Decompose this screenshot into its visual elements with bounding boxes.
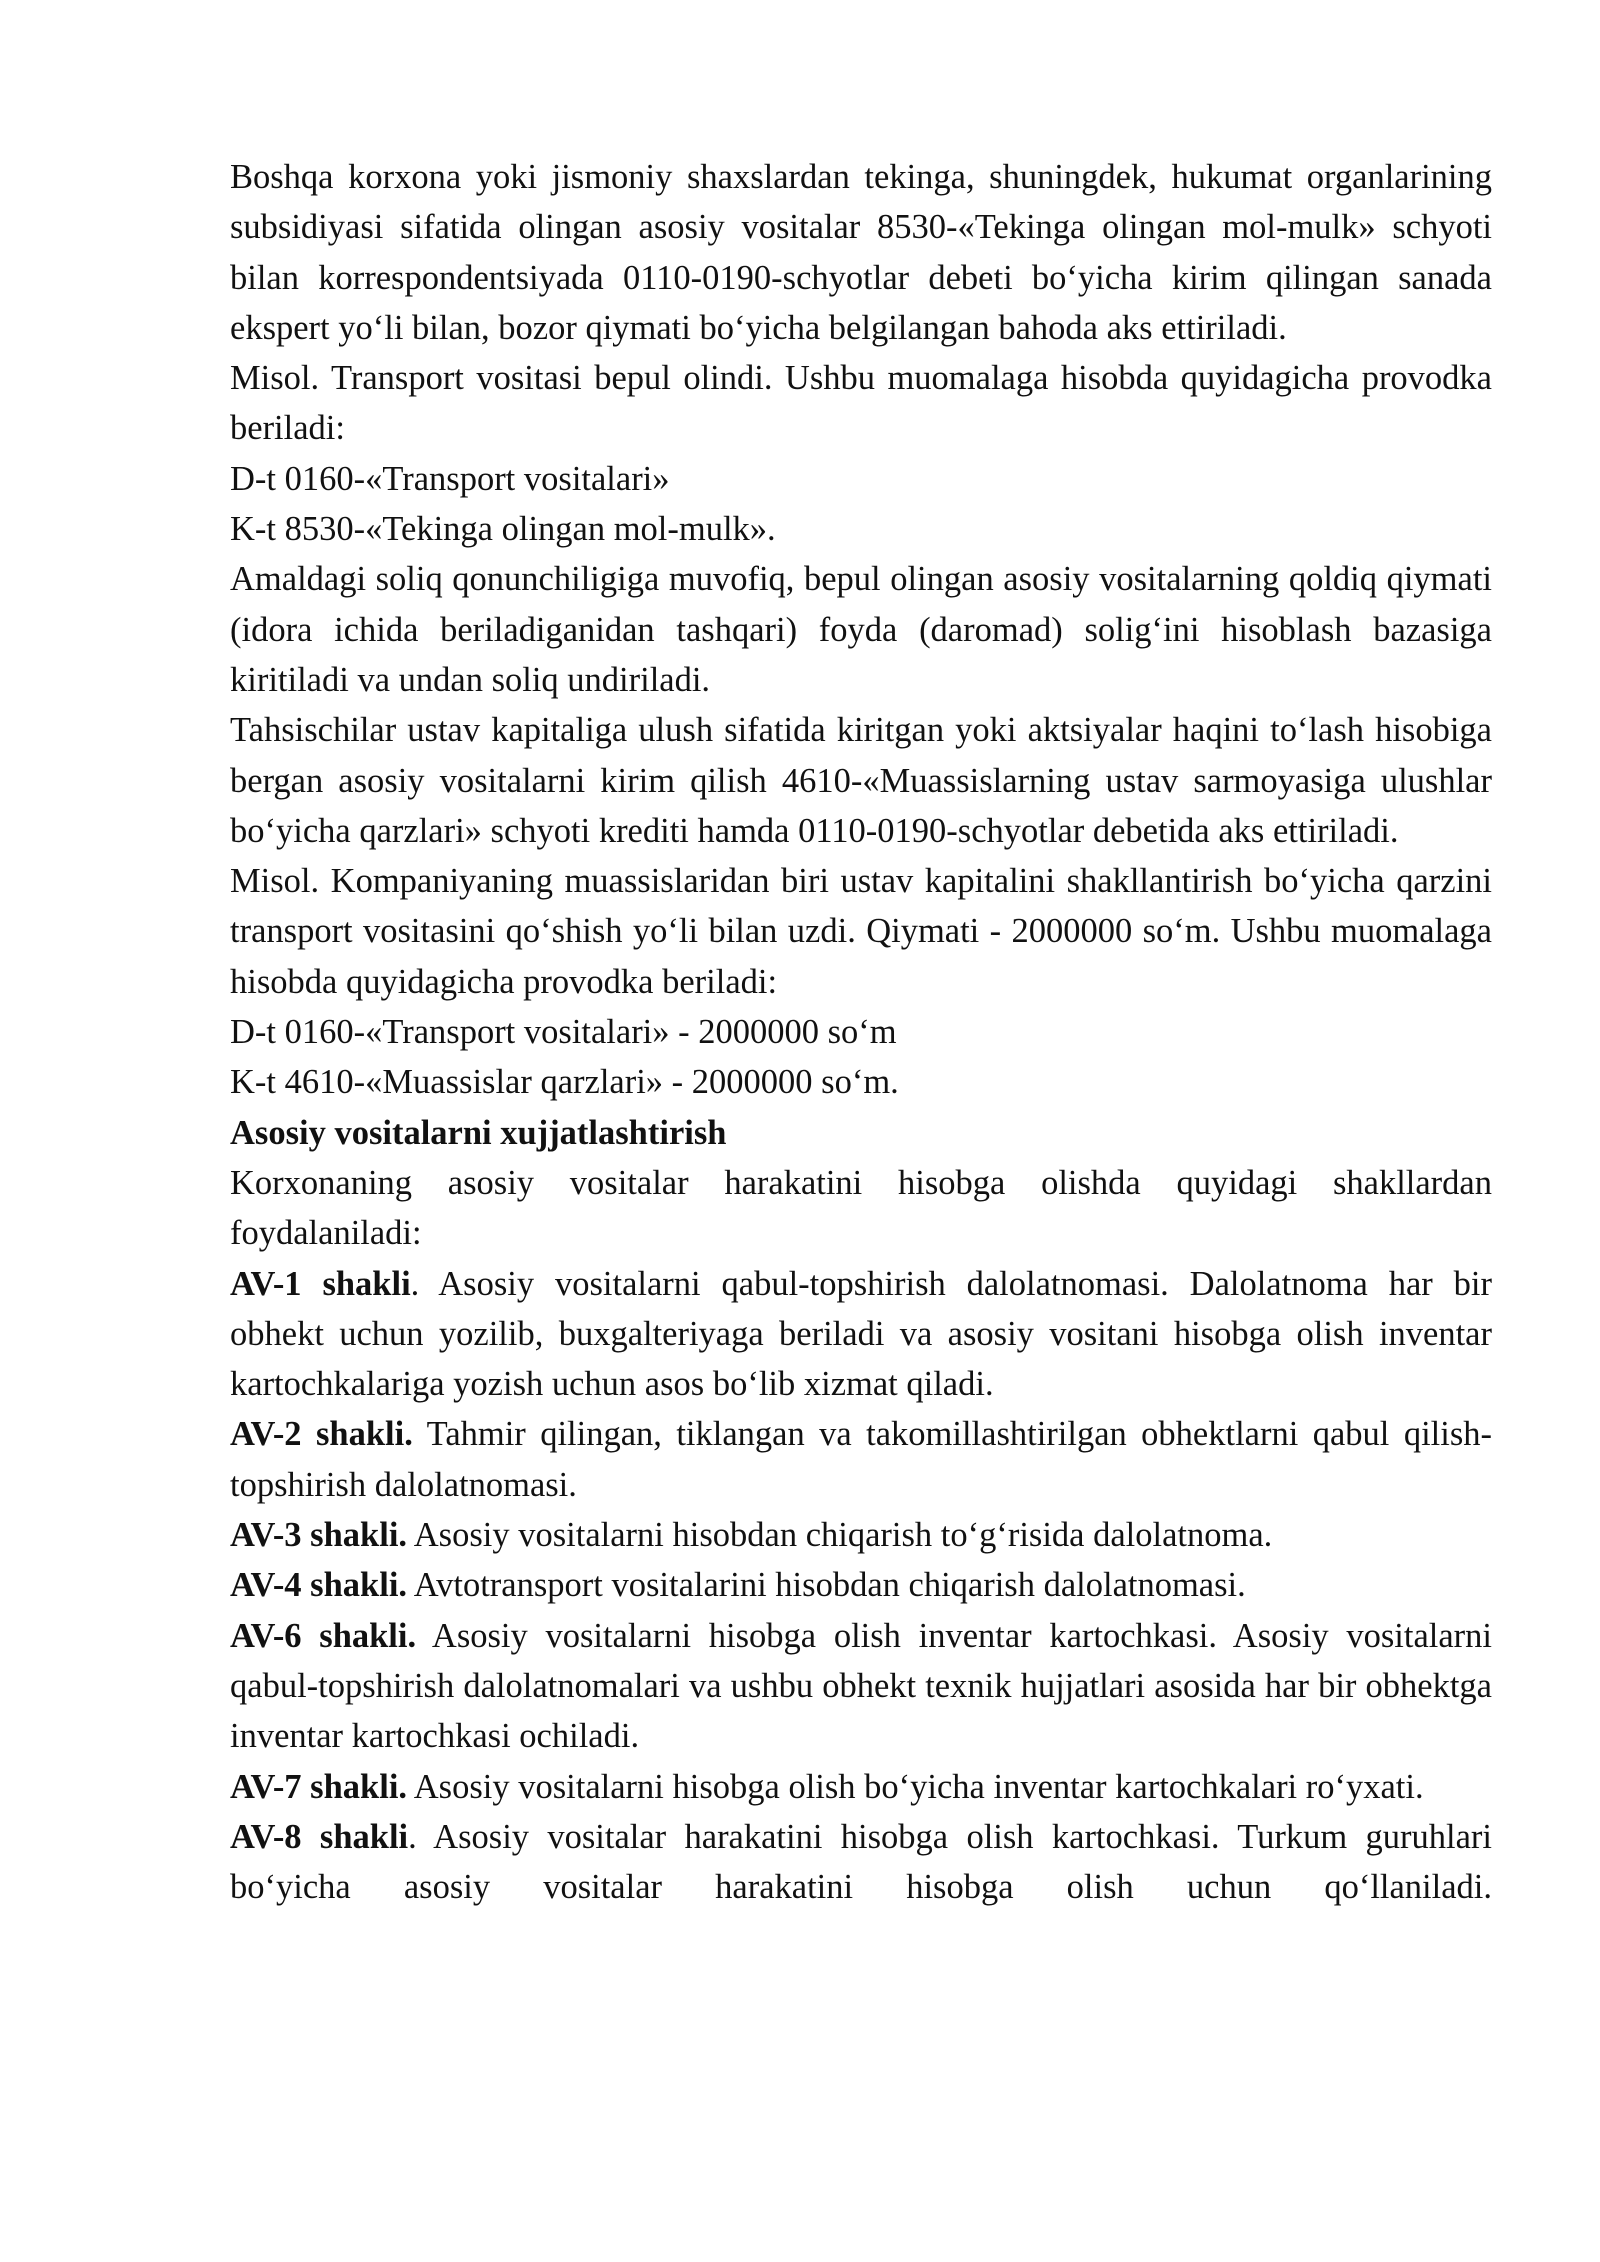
form-description: Asosiy vositalarni hisobga olish bo‘yicha inventar kartochkalari ro‘yxati.: [407, 1767, 1424, 1806]
document-page: [230, 152, 1492, 1912]
form-description: Tahmir qilingan, tiklangan va takomillashtirilgan obhektlarni qabul qilish-topshirish dalolatnomasi.: [230, 1415, 1492, 1504]
paragraph-example-2: Misol. Kompaniyaning muassislaridan biri ustav kapitalini shakllantirish bo‘yicha qarzini transport vositasini qo‘shish yo‘li bilan uzdi. Qiymati - 2000000 so‘m. Ushbu muomalaga hisobda quyidagicha provodka beriladi:: [230, 862, 1492, 1001]
section-heading: Asosiy vositalarni xujjatlashtirish: [230, 1113, 727, 1152]
paragraph-founders: Tahsischilar ustav kapitaliga ulush sifatida kiritgan yoki aktsiyalar haqini to‘lash hisobiga bergan asosiy vositalarni kirim qilish 4610-«Muassislarning ustav sarmoyasiga ulushlar bo‘yicha qarzlari» schyoti krediti hamda 0110-0190-schyotlar debetida aks ettiriladi.: [230, 711, 1492, 850]
paragraph-example-1: Misol. Transport vositasi bepul olindi. Ushbu muomalaga hisobda quyidagicha provodka beriladi:: [230, 359, 1492, 448]
paragraph-tax: Amaldagi soliq qonunchiligiga muvofiq, bepul olingan asosiy vositalarning qoldiq qiymati (idora ichida beriladiganidan tashqari) foyda (daromad) solig‘ini hisoblash bazasiga kiritiladi va undan soliq undiriladi.: [230, 560, 1492, 699]
form-av1: [230, 1259, 1492, 1410]
entry-debit-2: D-t 0160-«Transport vositalari» - 2000000 so‘m: [230, 1013, 897, 1052]
form-label: AV-8 shakli: [230, 1817, 409, 1856]
form-label: AV-2 shakli.: [230, 1415, 413, 1454]
entry-credit-2: K-t 4610-«Muassislar qarzlari» - 2000000 so‘m.: [230, 1063, 899, 1102]
form-label: AV-4 shakli.: [230, 1566, 408, 1605]
paragraph-donated-assets: Boshqa korxona yoki jismoniy shaxslardan tekinga, shuningdek, hukumat organlarining subsidiyasi sifatida olingan asosiy vositalar 8530-«Tekinga olingan mol-mulk» schyoti bilan korrespondentsiyada 0110-0190-schyotlar debeti bo‘yicha kirim qilingan sanada ekspert yo‘li bilan, bozor qiymati bo‘yicha belgilangan bahoda aks ettiriladi.: [230, 158, 1492, 347]
form-label: AV-6 shakli.: [230, 1616, 417, 1655]
form-label: AV-3 shakli.: [230, 1516, 408, 1555]
form-av3: [230, 1510, 1492, 1560]
paragraph-forms-intro: Korxonaning asosiy vositalar harakatini hisobga olishda quyidagi shakllardan foydalaniladi:: [230, 1163, 1492, 1253]
form-label: AV-7 shakli.: [230, 1767, 408, 1806]
entry-debit-1: D-t 0160-«Transport vositalari»: [230, 459, 670, 498]
form-label: AV-1 shakli: [230, 1264, 411, 1303]
form-description: Avtotransport vositalarini hisobdan chiqarish dalolatnomasi.: [407, 1566, 1246, 1605]
form-av8: [230, 1812, 1492, 1913]
form-description: . Asosiy vositalar harakatini hisobga olish kartochkasi. Turkum guruhlari bo‘yicha asosiy vositalar harakatini hisobga olish uchun qo‘llaniladi.: [230, 1817, 1492, 1907]
entry-credit-1: K-t 8530-«Tekinga olingan mol-mulk».: [230, 510, 776, 549]
form-description: Asosiy vositalarni hisobga olish inventar kartochkasi. Asosiy vositalarni qabul-topshirish dalolatnomalari va ushbu obhekt texnik hujjatlari asosida har bir obhektga inventar kartochkasi ochiladi.: [230, 1616, 1492, 1756]
form-av7: [230, 1762, 1492, 1812]
form-av2: [230, 1409, 1492, 1510]
form-description: Asosiy vositalarni hisobdan chiqarish to‘g‘risida dalolatnoma.: [407, 1516, 1273, 1555]
form-av4: [230, 1560, 1492, 1610]
form-description: . Asosiy vositalarni qabul-topshirish dalolatnomasi. Dalolatnoma har bir obhekt uchun yozilib, buxgalteriyaga beriladi va asosiy vositani hisobga olish inventar kartochkalariga yozish uchun asos bo‘lib xizmat qiladi.: [230, 1264, 1492, 1404]
form-av6: [230, 1611, 1492, 1762]
